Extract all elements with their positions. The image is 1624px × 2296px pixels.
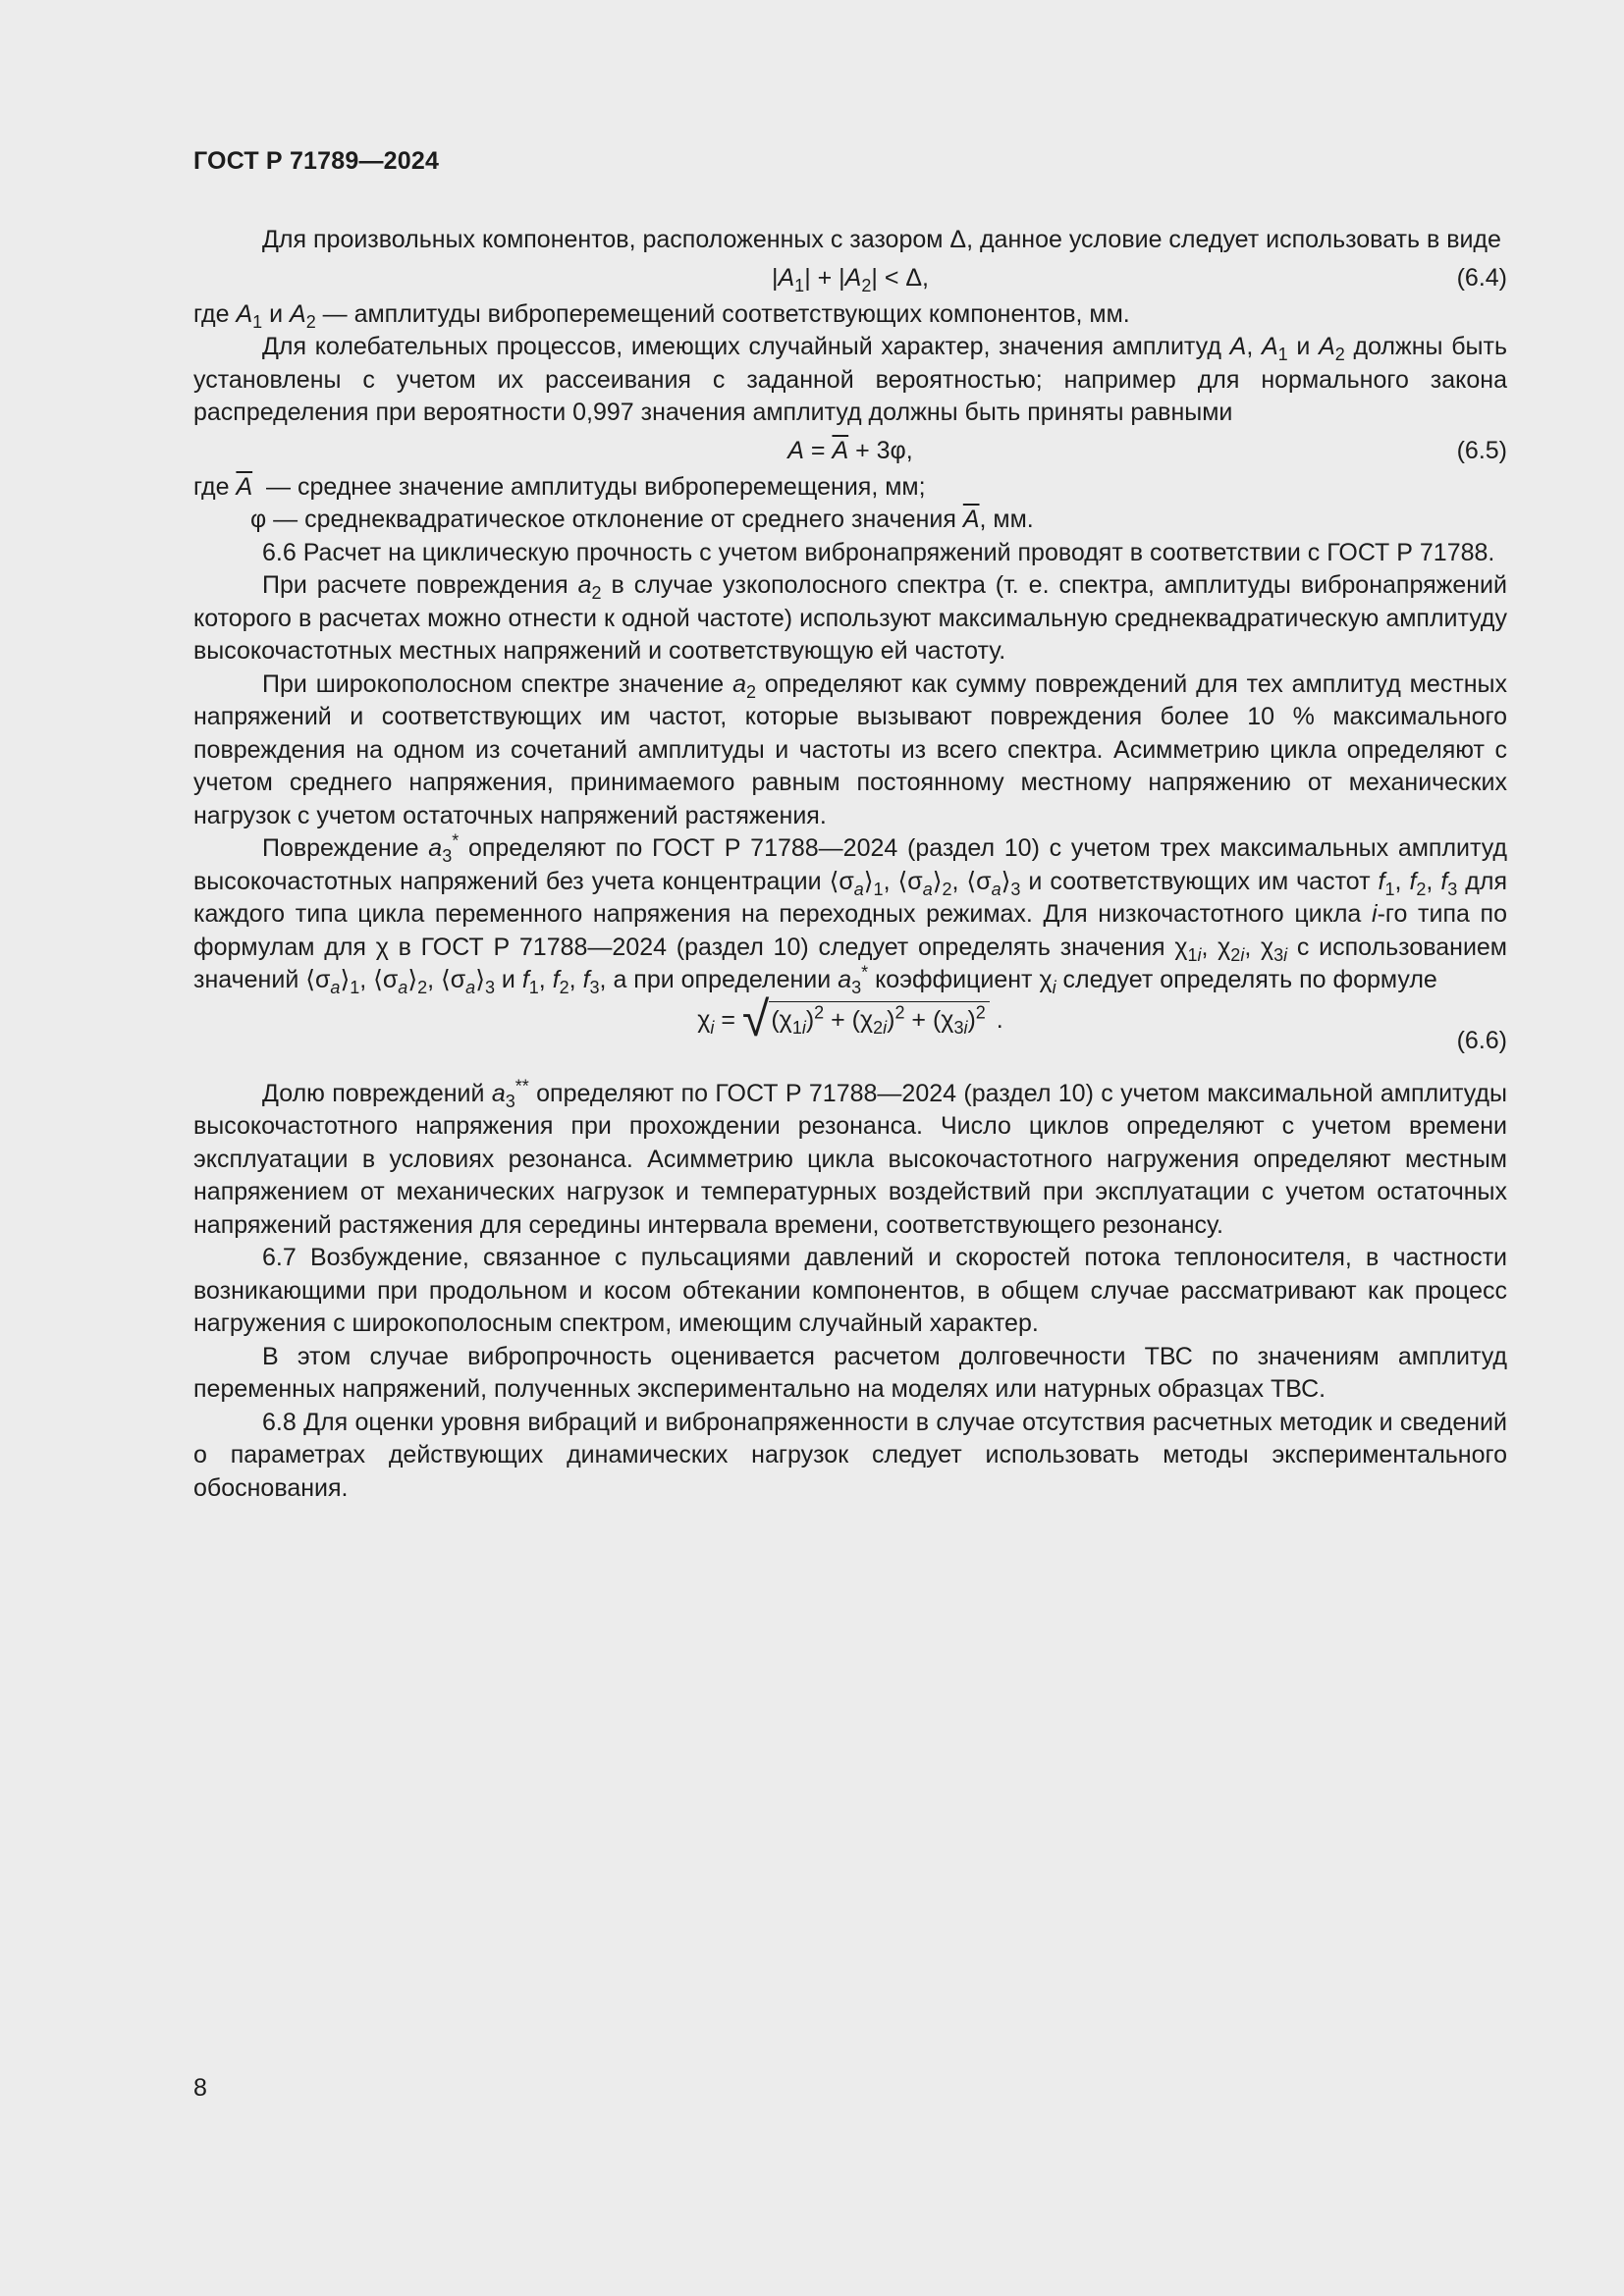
formula-6-5 <box>193 431 1507 470</box>
formula-6-4 <box>193 258 1507 297</box>
paragraph: При расчете повреждения $a_2$ в случае узкополосного спектра (т. е. спектра, амплитуды вибронапряжений которого в расчетах можно отнести к одной частоте) используют максимальную среднеквадратическую амплитуду высокочастотных местных напряжений и соответствующую ей частоту. <box>193 571 1507 665</box>
paragraph: 6.7 Возбуждение, связанное с пульсациями давлений и скоростей потока теплоносителя, в частности возникающими при продольном и косом обтекании компонентов, в общем случае рассматривают как процесс нагружения с широкополосным спектром, имеющим случайный характер. <box>193 1244 1507 1337</box>
page-number: 8 <box>193 2074 207 2102</box>
paragraph: В этом случае вибропрочность оценивается расчетом долговечности ТВС по значениям амплитуд переменных напряжений, полученных экспериментально на моделях или натурных образцах ТВС. <box>193 1342 1507 1403</box>
formula-number: (6.4) <box>1456 263 1507 292</box>
paragraph: 6.6 Расчет на циклическую прочность с учетом вибронапряжений проводят в соответствии с ГОСТ Р 71788. <box>262 538 1495 566</box>
formula-expression: $A = \overline{A} + 3\varphi$, <box>787 436 913 464</box>
paragraph: Для произвольных компонентов, расположенных с зазором Δ, данное условие следует использовать в виде <box>262 226 1501 253</box>
formula-expression: $\chi_i = √(\chi_{1i})^2 + (\chi_{2i})^2 + (\chi_{3i})^2$ . <box>697 990 1003 1046</box>
formula-expression: $|A_1| + |A_2| < \Delta$, <box>771 263 930 295</box>
where-line: где $\overline{A}$ — среднее значение амплитуды виброперемещения, мм; <box>193 472 926 501</box>
paragraph: При широкополосном спектре значение $a_2$ определяют как сумму повреждений для тех амплитуд местных напряжений и соответствующих им частот, которые вызывают повреждения более 10 % максимального повреждения на одном из сочетаний амплитуды и частоты из всего спектра. Асимметрию цикла определяют с учетом среднего напряжения, принимаемого равным постоянному местному напряжению от механических нагрузок с учетом остаточных напряжений растяжения. <box>193 669 1507 829</box>
where-line: φ — среднеквадратическое отклонение от среднего значения $\overline{A}$, мм. <box>250 506 1034 533</box>
formula-number: (6.5) <box>1456 436 1507 464</box>
paragraph: Для колебательных процессов, имеющих случайный характер, значения амплитуд A, $A_1$ и $A_2$ должны быть установлены с учетом их рассеивания с заданной вероятностью; например для нормального закона распределения при вероятности 0,997 значения амплитуд должны быть приняты равными <box>193 333 1507 426</box>
paragraph: Повреждение $a_3^*$ определяют по ГОСТ Р 71788—2024 (раздел 10) с учетом трех максимальных амплитуд высокочастотных напряжений без учета концентрации $⟨\sigma_a⟩_1$, $⟨\sigma_a⟩_2$, $⟨\sigma_a⟩_3$ и соответствующих им частот $f_1$, $f_2$, $f_3$ для каждого типа цикла переменного напряжения на переходных режимах. Для низкочастотного цикла i-го типа по формулам для χ в ГОСТ Р 71788—2024 (раздел 10) следует определять значения $\chi_{1i}$, $\chi_{2i}$, $\chi_{3i}$ с использованием значений $⟨\sigma_a⟩_1$, $⟨\sigma_a⟩_2$, $⟨\sigma_a⟩_3$ и $f_1$, $f_2$, $f_3$, а при определении $a_3^*$ коэффициент $\chi_i$ следует определять по формуле <box>193 830 1508 997</box>
document-body <box>193 224 1507 1505</box>
document-header: ГОСТ Р 71789—2024 <box>193 147 440 175</box>
paragraph: Долю повреждений $a_3^{**}$ определяют по ГОСТ Р 71788—2024 (раздел 10) с учетом максимальной амплитуды высокочастотного напряжения при прохождении резонанса. Число циклов определяют с учетом времени эксплуатации в условиях резонанса. Асимметрию цикла высокочастотного нагружения определяют местным напряжением от механических нагрузок и температурных воздействий при эксплуатации с учетом остаточных напряжений растяжения для середины интервала времени, соответствующего резонансу. <box>193 1076 1507 1239</box>
paragraph: где $A_1$ и $A_2$ — амплитуды виброперемещений соответствующих компонентов, мм. <box>193 299 1130 332</box>
formula-6-6 <box>193 990 1507 1072</box>
sqrt-icon: √ <box>741 990 770 1046</box>
paragraph: 6.8 Для оценки уровня вибраций и вибронапряженности в случае отсутствия расчетных методик и сведений о параметрах действующих динамических нагрузок следует использовать методы экспериментального обоснования. <box>193 1408 1507 1502</box>
formula-number: (6.6) <box>1456 1026 1507 1054</box>
